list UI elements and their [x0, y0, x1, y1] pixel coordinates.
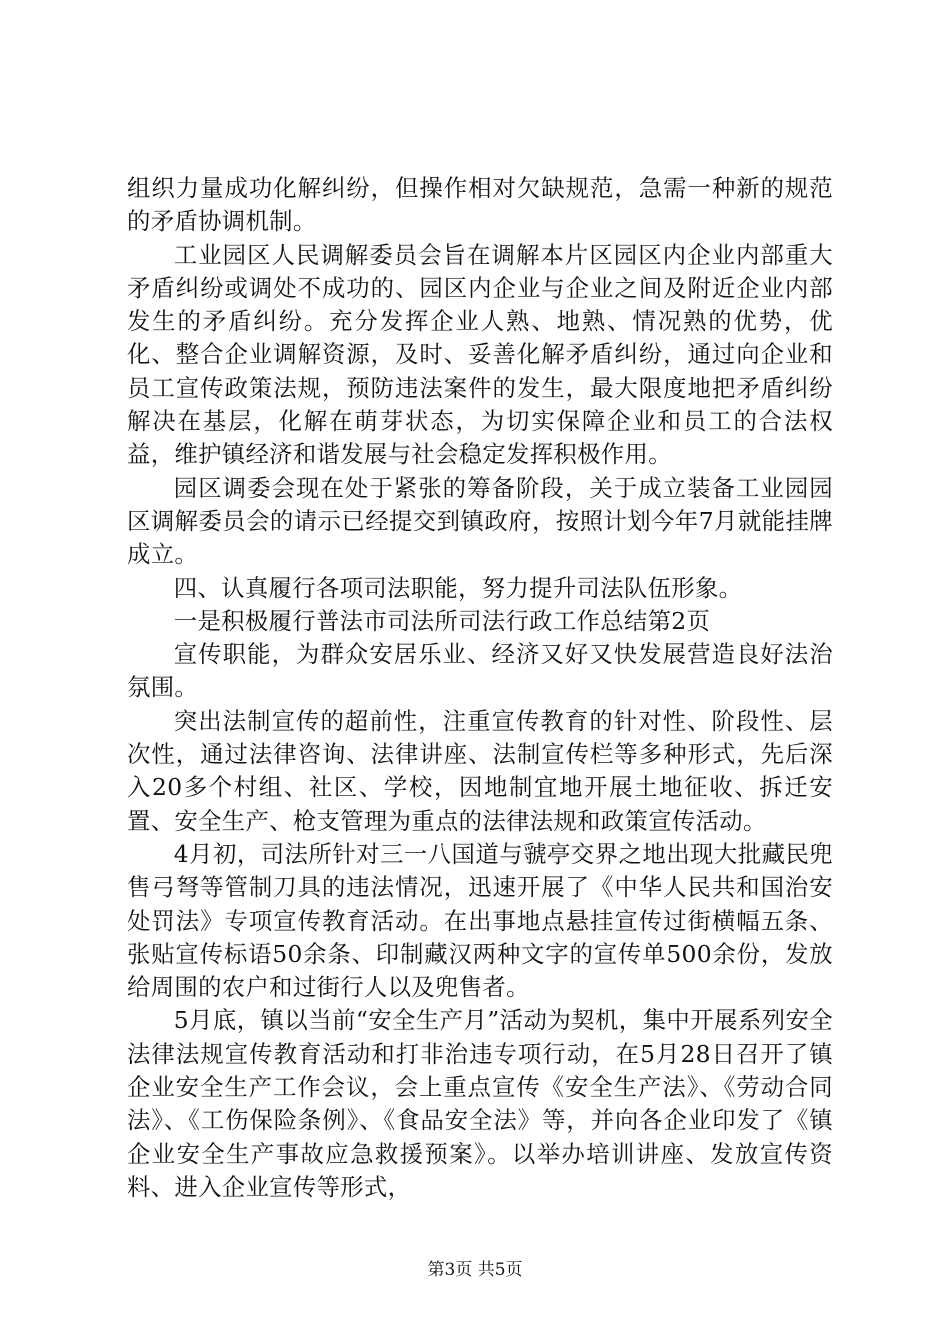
paragraph: 一是积极履行普法市司法所司法行政工作总结第2页 — [173, 606, 711, 635]
document-body — [127, 172, 833, 1204]
paragraph: 组织力量成功化解纠纷，但操作相对欠缺规范，急需一种新的规范的矛盾协调机制。 — [127, 174, 833, 236]
paragraph: 5月底，镇以当前“安全生产月”活动为契机，集中开展系列安全法律法规宣传教育活动和打非治违专项行动，在5月28日召开了镇企业安全生产工作会议，会上重点宣传《安全生产法》、《劳动合同法》、《工伤保险条例》、《食品安全法》等，并向各企业印发了《镇企业安全生产事故应急救援预案》。以举办培训讲座、发放宣传资料、进入企业宣传等形式， — [127, 1006, 833, 1201]
paragraph: 4月初，司法所针对三一八国道与虢亭交界之地出现大批藏民兜售弓弩等管制刀具的违法情况，迅速开展了《中华人民共和国治安处罚法》专项宣传教育活动。在出事地点悬挂宣传过街横幅五条、张贴宣传标语50余条、印制藏汉两种文字的宣传单500余份，发放给周围的农户和过街行人以及兜售者。 — [127, 839, 833, 1002]
paragraph: 工业园区人民调解委员会旨在调解本片区园区内企业内部重大矛盾纠纷或调处不成功的、园区内企业与企业之间及附近企业内部发生的矛盾纠纷。充分发挥企业人熟、地熟、情况熟的优势，优化、整合企业调解资源，及时、妥善化解矛盾纠纷，通过向企业和员工宣传政策法规，预防违法案件的发生，最大限度地把矛盾纠纷解决在基层，化解在萌芽状态，为切实保障企业和员工的合法权益，维护镇经济和谐发展与社会稳定发挥积极作用。 — [127, 240, 833, 469]
paragraph: 突出法制宣传的超前性，注重宣传教育的针对性、阶段性、层次性，通过法律咨询、法律讲座、法制宣传栏等多种形式，先后深入20多个村组、社区、学校，因地制宜地开展土地征收、拆迁安置、安全生产、枪支管理为重点的法律法规和政策宣传活动。 — [127, 706, 833, 835]
paragraph: 园区调委会现在处于紧张的筹备阶段，关于成立装备工业园园区调解委员会的请示已经提交到镇政府，按照计划今年7月就能挂牌成立。 — [127, 473, 833, 569]
section-heading: 四、认真履行各项司法职能，努力提升司法队伍形象。 — [173, 573, 743, 602]
page-number-footer: 第3页 共5页 — [427, 1260, 523, 1280]
paragraph: 宣传职能，为群众安居乐业、经济又好又快发展营造良好法治氛围。 — [127, 640, 833, 702]
